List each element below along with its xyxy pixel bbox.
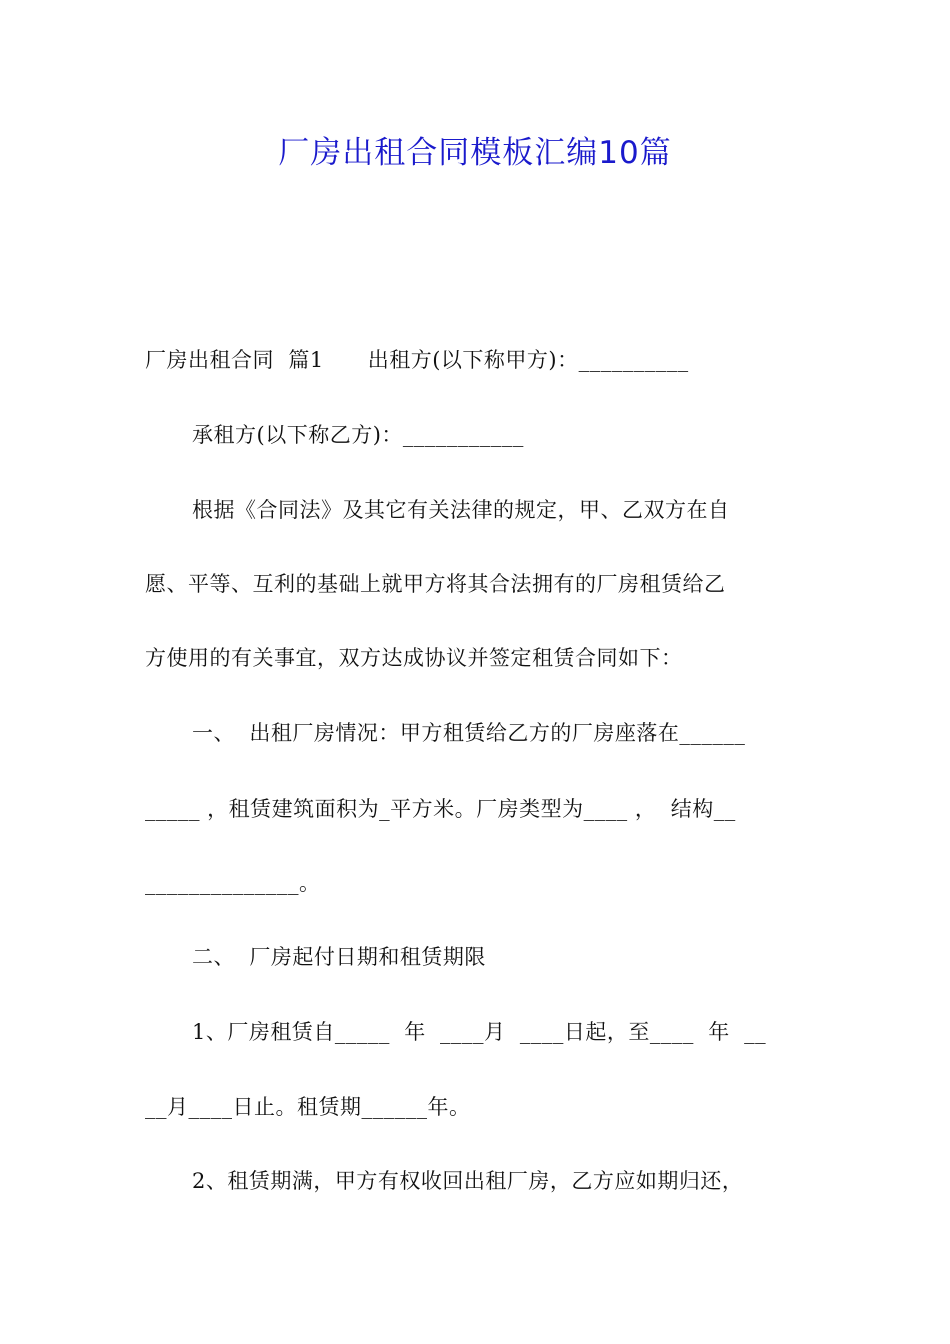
contract-heading: 厂房出租合同 篇1 (145, 348, 324, 372)
paragraph-line: 愿、平等、互利的基础上就甲方将其合法拥有的厂房租赁给乙 (145, 572, 726, 596)
contract-heading-line (145, 345, 815, 375)
lessee-field: 承租方(以下称乙方)：___________ (192, 423, 524, 447)
section-2-heading: 二、 厂房起付日期和租赁期限 (192, 945, 486, 969)
section-1-line: ______________。 (145, 871, 321, 895)
lessor-field: 出租方(以下称甲方)：__________ (367, 348, 689, 372)
paragraph-line: 根据《合同法》及其它有关法律的规定，甲、乙双方在自 (192, 498, 730, 522)
section-1-line: _____ ，租赁建筑面积为_平方米。厂房类型为____ ， 结构__ (145, 797, 736, 821)
section-1-line: 一、 出租厂房情况：甲方租赁给乙方的厂房座落在______ (192, 721, 746, 745)
paragraph-line: 方使用的有关事宜，双方达成协议并签定租赁合同如下： (145, 646, 683, 670)
clause-line: 1、厂房租赁自_____ 年 ____月 ____日起，至____ 年 __ (192, 1020, 767, 1044)
clause-line: __月____日止。租赁期______年。 (145, 1095, 471, 1119)
document-title: 厂房出租合同模板汇编10篇 (278, 135, 672, 171)
clause-line: 2、租赁期满，甲方有权收回出租厂房，乙方应如期归还， (192, 1169, 744, 1193)
